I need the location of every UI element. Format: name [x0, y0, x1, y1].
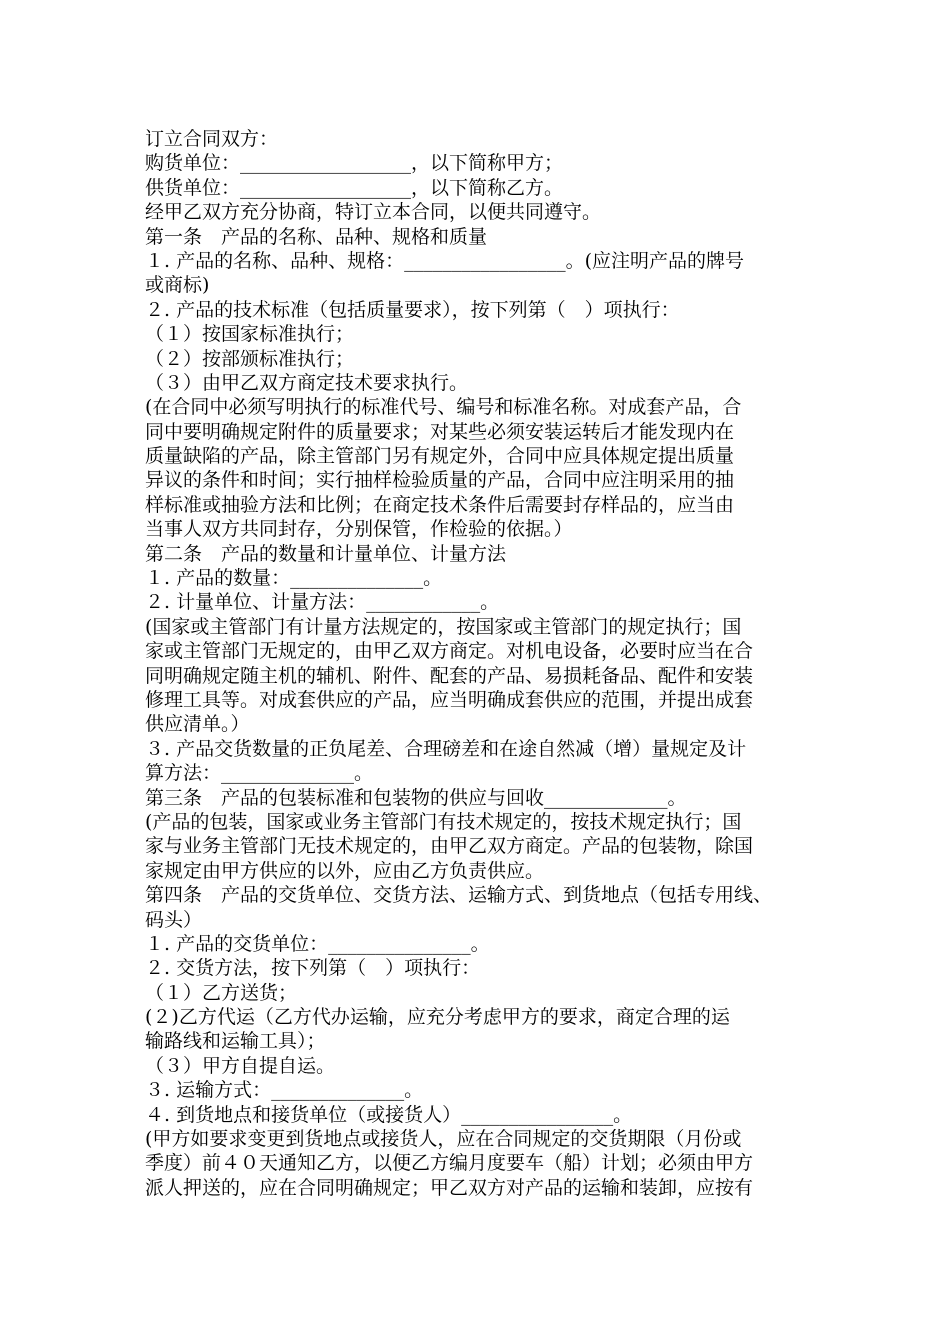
doc-line: （２）按部颁标准执行； — [145, 347, 355, 370]
doc-line: ２. 计量单位、计量方法：____________。 — [145, 591, 500, 614]
doc-line-supplier: 供货单位：__________________，以下简称乙方。 — [145, 176, 564, 199]
doc-line: １. 产品的交货单位：_______________。 — [145, 932, 490, 955]
doc-line-parties-heading: 订立合同双方： — [145, 128, 279, 150]
doc-line-preamble: 经甲乙双方充分协商，特订立本合同，以便共同遵守。 — [145, 201, 602, 224]
doc-line: 派人押送的，应在合同明确规定；甲乙双方对产品的运输和装卸，应按有 — [145, 1176, 754, 1199]
doc-line: 家与业务主管部门无技术规定的，由甲乙双方商定。产品的包装物，除国 — [145, 835, 754, 858]
article-2-heading: 第二条 产品的数量和计量单位、计量方法 — [145, 542, 507, 565]
doc-line: (国家或主管部门有计量方法规定的，按国家或主管部门的规定执行；国 — [145, 615, 742, 638]
doc-line: ２. 交货方法，按下列第（ ）项执行： — [145, 957, 481, 980]
doc-line: １. 产品的名称、品种、规格：_________________。(应注明产品的牌号 — [145, 249, 744, 272]
doc-line: 或商标) — [145, 274, 210, 297]
doc-line: （１）乙方送货； — [145, 981, 298, 1004]
doc-line: 输路线和运输工具）； — [145, 1030, 326, 1053]
doc-line-buyer: 购货单位：__________________，以下简称甲方； — [145, 152, 564, 175]
doc-line: 季度）前４０天通知乙方，以便乙方编月度要车（船）计划；必须由甲方 — [145, 1152, 754, 1175]
doc-line: 同中要明确规定附件的质量要求；对某些必须安装运转后才能发现内在 — [145, 420, 735, 443]
doc-line: 修理工具等。对成套供应的产品，应当明确成套供应的范围，并提出成套 — [145, 688, 754, 711]
doc-line: ３. 运输方式：______________。 — [145, 1079, 424, 1102]
doc-line: (甲方如要求变更到货地点或接货人，应在合同规定的交货期限（月份或 — [145, 1128, 742, 1151]
article-4-heading: 第四条 产品的交货单位、交货方法、运输方式、到货地点（包括专用线、 — [145, 884, 773, 907]
doc-line: （３）甲方自提自运。 — [145, 1054, 336, 1077]
doc-line: （１）按国家标准执行； — [145, 323, 355, 346]
doc-line: ４. 到货地点和接货单位（或接货人）________________。 — [145, 1103, 633, 1126]
doc-line: 家规定由甲方供应的以外，应由乙方负责供应。 — [145, 859, 545, 882]
doc-line: 供应清单。） — [145, 713, 250, 736]
doc-line: （３）由甲乙双方商定技术要求执行。 — [145, 371, 469, 394]
doc-line: (在合同中必须写明执行的标准代号、编号和标准名称。对成套产品，合 — [145, 396, 742, 419]
doc-line: １. 产品的数量：______________。 — [145, 567, 443, 590]
article-1-heading: 第一条 产品的名称、品种、规格和质量 — [145, 225, 488, 248]
doc-line: 码头） — [145, 908, 203, 931]
doc-line: ３. 产品交货数量的正负尾差、合理磅差和在途自然减（增）量规定及计 — [145, 737, 747, 760]
doc-line: 当事人双方共同封存，分别保管，作检验的依据。） — [145, 518, 573, 541]
doc-line: 异议的条件和时间；实行抽样检验质量的产品，合同中应注明采用的抽 — [145, 469, 735, 492]
doc-line: 算方法：______________。 — [145, 762, 374, 785]
article-3-heading: 第三条 产品的包装标准和包装物的供应与回收_____________。 — [145, 786, 687, 809]
doc-line: ２. 产品的技术标准（包括质量要求），按下列第（ ）项执行： — [145, 298, 680, 321]
doc-line: 同明确规定随主机的辅机、附件、配套的产品、易损耗备品、配件和安装 — [145, 664, 754, 687]
doc-line: (产品的包装，国家或业务主管部门有技术规定的，按技术规定执行；国 — [145, 810, 742, 833]
doc-line: 家或主管部门无规定的，由甲乙双方商定。对机电设备，必要时应当在合 — [145, 640, 754, 663]
doc-line: 质量缺陷的产品，除主管部门另有规定外，合同中应具体规定提出质量 — [145, 445, 735, 468]
doc-line: 样标准或抽验方法和比例；在商定技术条件后需要封存样品的，应当由 — [145, 493, 735, 516]
doc-line: (２)乙方代运（乙方代办运输，应充分考虑甲方的要求，商定合理的运 — [145, 1006, 730, 1029]
contract-document — [145, 127, 820, 1200]
